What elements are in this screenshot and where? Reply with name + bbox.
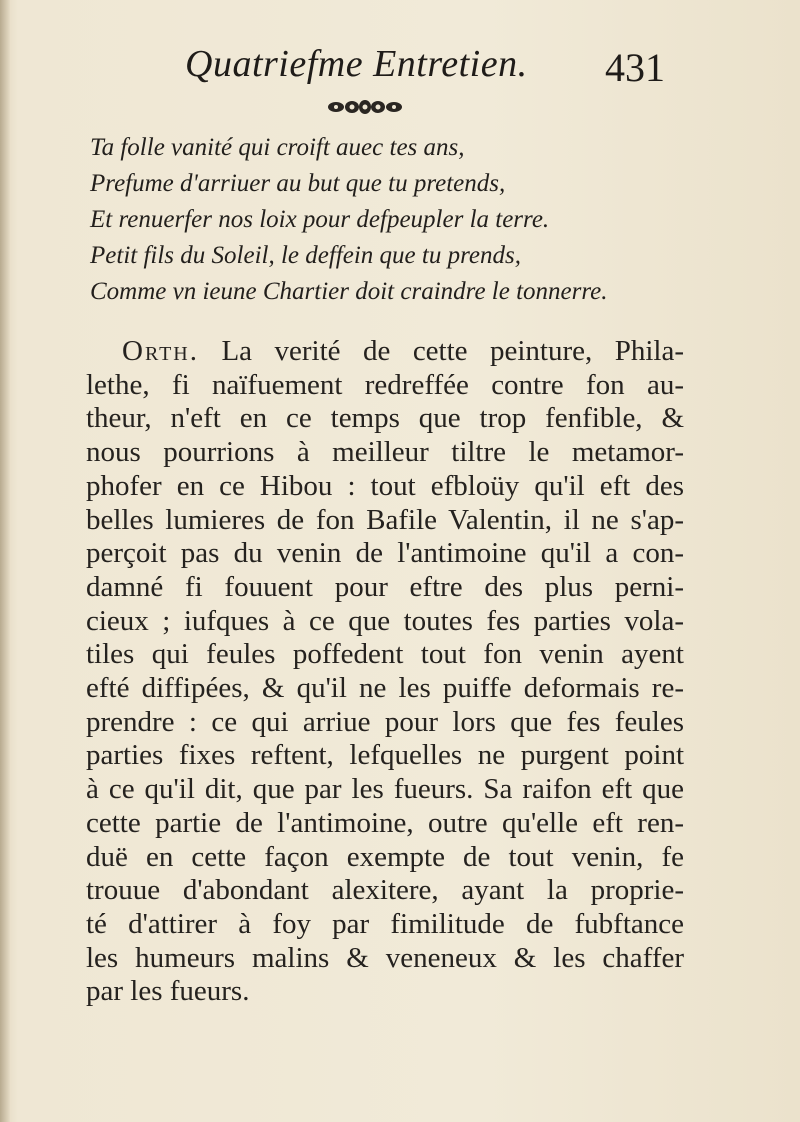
paragraph-line: tiles qui feules poffedent tout fon venin ayent — [86, 638, 684, 671]
page-gutter — [0, 0, 10, 1122]
running-title: Quatriefme Entretien. — [185, 43, 528, 85]
verse-stanza — [90, 130, 710, 310]
verse-line: Comme vn ieune Chartier doit craindre le tonnerre. — [90, 278, 608, 305]
paragraph-line: cette partie de l'antimoine, outre qu'elle eft ren- — [86, 806, 684, 839]
verse-line: Et renuerfer nos loix pour defpeupler la terre. — [90, 206, 550, 233]
paragraph-line: belles lumieres de fon Bafile Valentin, il ne s'ap- — [86, 503, 684, 536]
paragraph-line: à ce qu'il dit, que par les fueurs. Sa raifon eft que — [86, 773, 684, 806]
paragraph-line — [86, 335, 684, 369]
verse-line: Petit fils du Soleil, le deffein que tu prends, — [90, 242, 521, 269]
paragraph-line: parties fixes reftent, lefquelles ne purgent point — [86, 739, 684, 772]
paragraph-line: phofer en ce Hibou : tout efbloüy qu'il eft des — [86, 469, 684, 502]
paragraph-line: efté diffipées, & qu'il ne les puiffe deformais re- — [86, 672, 684, 705]
verse-line: Ta folle vanité qui croift auec tes ans, — [90, 134, 465, 161]
speaker-name: Orth. — [122, 335, 199, 367]
paragraph-line: perçoit pas du venin de l'antimoine qu'il a con- — [86, 537, 684, 570]
paragraph-line: par les fueurs. — [86, 975, 250, 1008]
paragraph-line-text: La verité de cette peinture, Phila- — [221, 335, 684, 367]
paragraph-line: duë en cette façon exempte de tout venin, fe — [86, 840, 684, 873]
paragraph-line: les humeurs malins & veneneux & les chaffer — [86, 941, 684, 974]
paragraph-line: prendre : ce qui arriue pour lors que fes feules — [86, 705, 684, 738]
paragraph-line: nous pourrions à meilleur tiltre le metamor- — [86, 436, 684, 469]
ornament-icon — [326, 97, 404, 117]
verse-line: Prefume d'arriuer au but que tu pretends, — [90, 170, 506, 197]
paragraph-line: trouue d'abondant alexitere, ayant la proprie- — [86, 874, 684, 907]
paragraph-line: lethe, fi naïfuement redreffée contre fon au- — [86, 368, 684, 401]
page-number: 431 — [605, 45, 665, 90]
paragraph-line: theur, n'eft en ce temps que trop fenfible, & — [86, 402, 684, 435]
dialogue-paragraph — [86, 335, 684, 1009]
paragraph-line: cieux ; iufques à ce que toutes fes parties vola- — [86, 604, 684, 637]
paragraph-line: damné fi fouuent pour eftre des plus perni- — [86, 570, 684, 603]
paragraph-line: té d'attirer à foy par fimilitude de fubftance — [86, 907, 684, 940]
page-header — [0, 42, 800, 92]
